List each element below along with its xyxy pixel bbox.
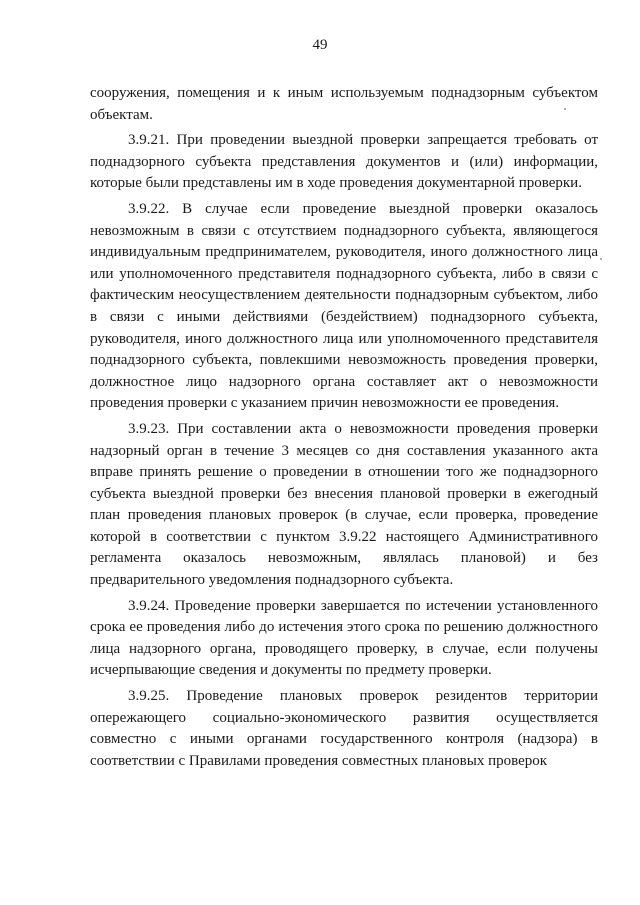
scan-speck: [600, 258, 602, 260]
page-number: 49: [312, 37, 328, 53]
paragraph-3-9-21: 3.9.21. При проведении выездной проверки запрещается требовать от поднадзорного субъекта представления документов и (или) информации, которые были представлены им в ходе проведения документарной проверки.: [90, 132, 598, 192]
scan-speck: [564, 108, 566, 110]
paragraph-3-9-23: 3.9.23. При составлении акта о невозможности проведения проверки надзорный орган в течение 3 месяцев со дня составления указанного акта вправе принять решение о проведении в отношении того же поднадзорного субъекта выездной проверки без внесения плановой проверки в ежегодный план проведения плановых проверок (в случае, если проверка, проведение которой в соответствии с пунктом 3.9.22 настоящего Административного регламента оказалось невозможным, являлась плановой) и без предварительного уведомления поднадзорного субъекта.: [90, 420, 598, 589]
paragraph-3-9-24: 3.9.24. Проведение проверки завершается по истечении установленного срока ее проведения либо до истечения этого срока по решению должностного лица надзорного органа, проводящего проверку, в случае, если получены исчерпывающие сведения и документы по предмету проверки.: [90, 597, 598, 679]
paragraph-3-9-25: 3.9.25. Проведение плановых проверок резидентов территории опережающего социально-экономического развития осуществляется совместно с иными органами государственного контроля (надзора) в соответствии с Правилами проведения совместных плановых проверок: [90, 688, 598, 769]
paragraph-continuation: сооружения, помещения и к иным используемым поднадзорным субъектом объектам.: [90, 85, 598, 123]
paragraph-3-9-22: 3.9.22. В случае если проведение выездной проверки оказалось невозможным в связи с отсутствием поднадзорного субъекта, являющегося индивидуальным предпринимателем, руководителя, иного должностного лица или уполномоченного представителя поднадзорного субъекта, либо в связи с фактическим неосуществлением деятельности поднадзорным субъектом, либо в связи с иными действиями (бездействием) поднадзорного субъекта, руководителя, иного должностного лица или уполномоченного представителя поднадзорного субъекта, повлекшими невозможность проведения проверки, должностное лицо надзорного органа составляет акт о невозможности проведения проверки с указанием причин невозможности ее проведения.: [90, 200, 598, 412]
document-body: [90, 83, 598, 772]
